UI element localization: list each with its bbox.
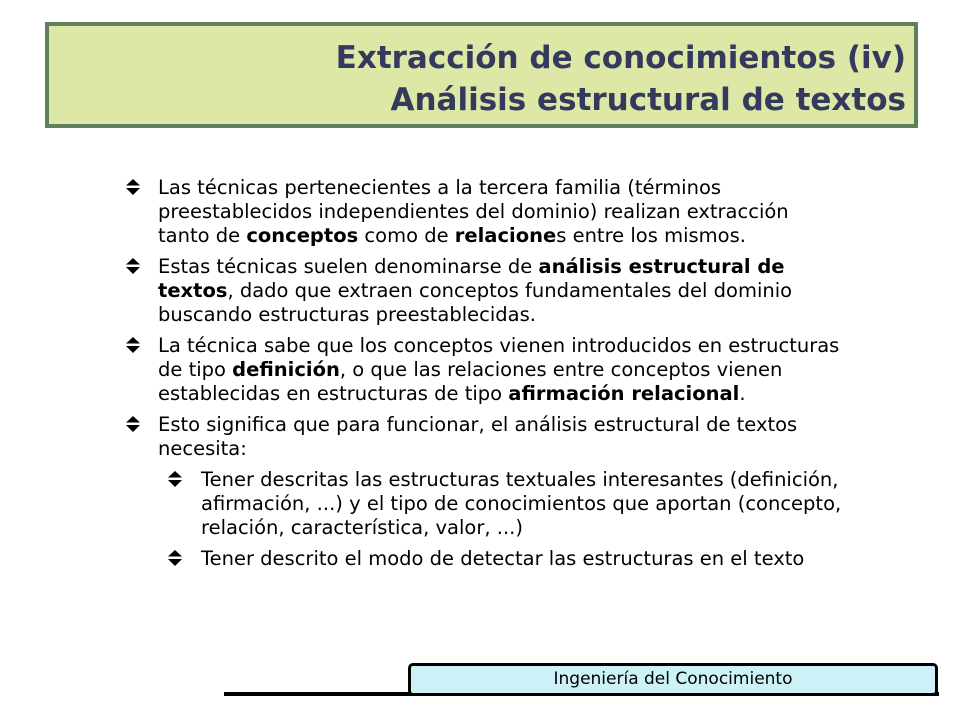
emphasized-term: conceptos [246,224,359,247]
text-run: Tener descrito el modo de detectar las estructuras en el texto [201,547,805,570]
double-triangle-bullet-icon [126,258,140,274]
text-run: Estas técnicas suelen denominarse de [158,255,539,278]
list-item [126,413,846,461]
title-box [45,22,918,128]
text-run: s entre los mismos. [556,224,746,247]
bullet-list [126,176,846,578]
list-item-text [201,468,841,539]
emphasized-term: relacione [454,224,557,247]
emphasized-term: afirmación relacional [508,382,740,405]
sub-list-item [168,547,846,571]
list-item-text [158,176,789,247]
list-item [126,255,846,327]
list-item-text [158,255,792,326]
list-item [126,176,846,248]
sub-list-item [168,468,846,540]
double-triangle-bullet-icon [168,550,182,566]
list-item [126,334,846,406]
slide-subtitle: Análisis estructural de textos [390,82,906,118]
text-run: , o que las relaciones entre conceptos vienen establecidas en estructuras de tipo [158,358,783,405]
text-run: La técnica sabe que los conceptos vienen introducidos en estructuras de tipo [158,334,840,381]
list-item-text [158,413,797,460]
slide-title: Extracción de conocimientos (iv) [335,40,906,76]
footer-label: Ingeniería del Conocimiento [408,663,938,696]
list-item-text [158,334,839,405]
text-run: como de [358,224,455,247]
emphasized-term: análisis estructural de textos [158,255,785,302]
double-triangle-bullet-icon [126,179,140,195]
double-triangle-bullet-icon [126,337,140,353]
text-run: . [739,382,746,405]
text-run: Esto significa que para funcionar, el análisis estructural de textos necesita: [158,413,798,460]
double-triangle-bullet-icon [126,416,140,432]
text-run: Las técnicas pertenecientes a la tercera familia (términos preestablecidos independientes del dominio) realizan extracción tanto de [158,176,789,247]
text-run: Tener descritas las estructuras textuales interesantes (definición, afirmación, ...) y el tipo de conocimientos que aportan (concepto, relación, característica, valor, ...) [201,468,842,539]
emphasized-term: definición [232,358,340,381]
double-triangle-bullet-icon [168,471,182,487]
list-item-text [201,547,804,570]
text-run: , dado que extraen conceptos fundamentales del dominio buscando estructuras preestablecidas. [158,279,793,326]
